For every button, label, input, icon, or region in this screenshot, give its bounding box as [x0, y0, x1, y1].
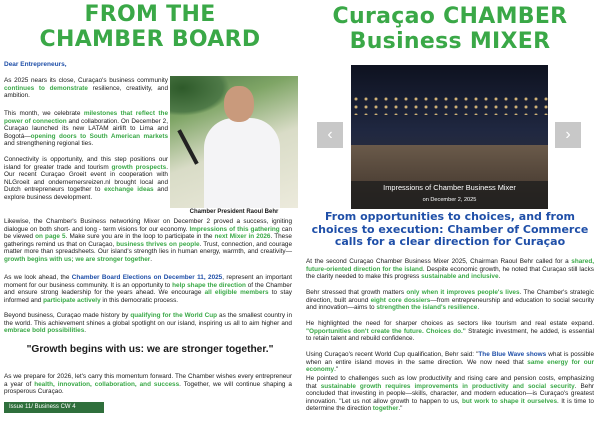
- text: Beyond business, Curaçao made history by: [4, 312, 131, 319]
- text: . It is time to determine the direction: [306, 397, 594, 413]
- highlight: embrace bold possibilities: [4, 327, 85, 335]
- text: .: [84, 327, 87, 335]
- head-shape: [224, 86, 254, 122]
- text: —from entrepreneurship and education to social security and innovation—aims to: [306, 296, 594, 312]
- slide-caption-title: Impressions of Chamber Business Mixer: [383, 183, 516, 192]
- microphone-icon: [177, 129, 198, 164]
- paragraph: [4, 218, 292, 264]
- paragraph: [4, 156, 168, 202]
- page-title-right: [300, 4, 600, 54]
- text: . Trust, connection, and courage matter more than spreadsheets. Our island's strength lies in human energy, warmth, and creativity—: [4, 240, 293, 256]
- text: . Behr concluded that investing in people—skills, character, and modern education—is Curaçao's greatest innovation. "Let us not allow growth to happen to us,: [306, 382, 595, 405]
- text: As 2025 nears its close, Curaçao's business community: [4, 77, 168, 84]
- shirt-shape: [204, 118, 280, 208]
- text: and collaboration. On December 2, Curaçao launched its new LATAM airlift to Lima and Bogotá—: [4, 117, 168, 140]
- paragraph: [306, 375, 594, 413]
- text: . Make sure you are in the loop to participate in the: [65, 233, 215, 241]
- issue-footer: Issue 11/ Business CW 4: [4, 402, 104, 413]
- text: . Together, we will continue shaping a prosperous Curaçao.: [4, 380, 292, 396]
- text: . Despite economic growth, he noted that Curaçao still lacks the clarity needed to make this progress: [306, 265, 594, 281]
- highlight: health, innovation, collaboration, and success: [34, 380, 180, 388]
- highlight: "Opportunities don't create the future. Choices do.": [306, 327, 466, 335]
- text: This month, we celebrate: [4, 110, 84, 117]
- text: resilience, creativity, and ambition.: [4, 84, 168, 100]
- slide-caption-date: on December 2, 2025: [422, 197, 477, 203]
- president-photo: [170, 76, 298, 208]
- paragraph: [306, 289, 594, 312]
- palm-leaf-decoration: [170, 76, 230, 116]
- highlight: growth prospects: [111, 163, 167, 171]
- title-line: Business MIXER: [349, 29, 551, 54]
- paragraph: [306, 320, 594, 343]
- paragraph: [306, 258, 594, 281]
- highlight: continues to demonstrate: [4, 84, 88, 92]
- text: and explore business development.: [4, 186, 168, 201]
- link-page-5[interactable]: on page 5: [35, 233, 66, 241]
- text: Likewise, the Chamber's Business networking Mixer on December 2 proved a success, igniting dialogue on both short- and long - term visions for our economy.: [4, 218, 292, 233]
- highlight: all eligible members: [204, 289, 269, 297]
- highlight: help shape the direction: [172, 281, 246, 289]
- chevron-left-icon[interactable]: ‹: [317, 122, 343, 148]
- text: .: [498, 273, 501, 281]
- highlight: milestones that reflect the power of connection: [4, 110, 169, 125]
- paragraph: [4, 110, 168, 148]
- highlight: Chamber Board Elections on December 11, 2025: [71, 274, 223, 281]
- text: . The Chamber's strategic direction, built around: [306, 289, 594, 304]
- text: , represent an important moment for our business community. It is an opportunity to: [4, 274, 292, 289]
- paragraph: [4, 77, 168, 100]
- highlight: qualifying for the World Cup: [130, 312, 218, 319]
- text: to stay informed and: [4, 289, 292, 304]
- text: Behr stressed that growth matters: [306, 289, 407, 296]
- highlight: only when it improves people's lives: [406, 289, 520, 296]
- article-headline: From opportunities to choices, and from choices to execution: Chamber of Commerce calls for a clear direction for Curaçao: [311, 210, 589, 249]
- text: Connectivity is opportunity, and this step positions our island for greater trade and tourism: [4, 156, 168, 171]
- text: At the second Curaçao Chamber Business Mixer 2025, Chairman Raoul Behr called for a: [306, 258, 572, 265]
- text: what is possible when an entire island moves in the same direction. We now need that: [306, 351, 595, 366]
- text: . Our recent Curaçao Groeit event in cooperation with NLGroeit and ondernemersreizen.nl brought local and Dutch entrepreneurs together to: [4, 163, 168, 194]
- highlight: business thrives on people: [116, 240, 200, 248]
- text: .": [398, 405, 403, 413]
- image-slider[interactable]: [351, 65, 548, 209]
- highlight: strengthen the island's resilience: [376, 304, 478, 312]
- text: As we look ahead, the: [4, 274, 72, 281]
- text: As we prepare for 2026, let's carry this momentum forward. The Chamber wishes every entrepreneur a year of: [4, 373, 292, 388]
- page-title-left: [0, 2, 300, 52]
- highlight: same energy for our economy: [306, 358, 594, 374]
- text: as the smallest country in the world. This achievement shines a global spotlight on our island, inspiring us all to aim higher and: [4, 312, 292, 327]
- text: He highlighted the need for sharper choices as sectors like tourism and real estate expand.: [306, 320, 594, 327]
- title-line: Curaçao CHAMBER: [332, 4, 568, 29]
- highlight: participate actively: [43, 296, 101, 304]
- photo-caption: Chamber President Raoul Behr: [189, 209, 279, 215]
- text: in this democratic process.: [100, 296, 179, 304]
- text: .: [150, 255, 153, 263]
- text: . These gatherings remind us that on Curaçao,: [4, 233, 292, 248]
- text: can be viewed: [4, 225, 292, 241]
- paragraph: [306, 351, 594, 374]
- highlight: opening doors to South American markets: [30, 132, 168, 140]
- greeting: Dear Entrepreneurs,: [4, 61, 67, 68]
- title-line: CHAMBER BOARD: [39, 27, 261, 52]
- highlight: Impressions of this gathering: [189, 225, 280, 233]
- highlight: shared, future-oriented direction for the island: [306, 258, 594, 273]
- highlight: eight core dossiers: [370, 296, 431, 304]
- highlight: sustainable and inclusive: [421, 273, 499, 281]
- highlight: The Blue Wave shows: [478, 351, 547, 358]
- paragraph: [4, 373, 292, 396]
- string-lights-decoration: [351, 95, 548, 115]
- text: He pointed to challenges such as low productivity and rising care and pension costs, emphasizing that: [306, 375, 594, 390]
- paragraph: [4, 312, 292, 335]
- highlight: but work to shape it ourselves: [461, 397, 558, 405]
- right-page: [300, 0, 600, 424]
- highlight: growth begins with us; we are stronger together: [4, 255, 151, 263]
- title-line: FROM THE: [84, 2, 216, 27]
- highlight: together: [372, 405, 399, 413]
- chevron-right-icon[interactable]: ›: [555, 122, 581, 148]
- highlight: sustainable growth requires improvements in productivity and social security: [320, 382, 575, 390]
- highlight: exchange ideas: [104, 186, 154, 194]
- text: Using Curaçao's recent World Cup qualification, Behr said: ": [306, 351, 479, 358]
- text: Strategic investment, he added, is essential to retain talent and rebuild confidence.: [306, 327, 594, 343]
- highlight: next Mixer in 2026: [214, 233, 271, 241]
- text: of the Chamber and ensure strong leadership for the years ahead. We encourage: [4, 281, 292, 297]
- paragraph: [4, 274, 292, 304]
- text: .: [477, 304, 480, 312]
- text: .": [334, 366, 339, 374]
- text: and strengthening regional ties.: [4, 140, 94, 148]
- pull-quote: "Growth begins with us: we are stronger together.": [26, 344, 274, 355]
